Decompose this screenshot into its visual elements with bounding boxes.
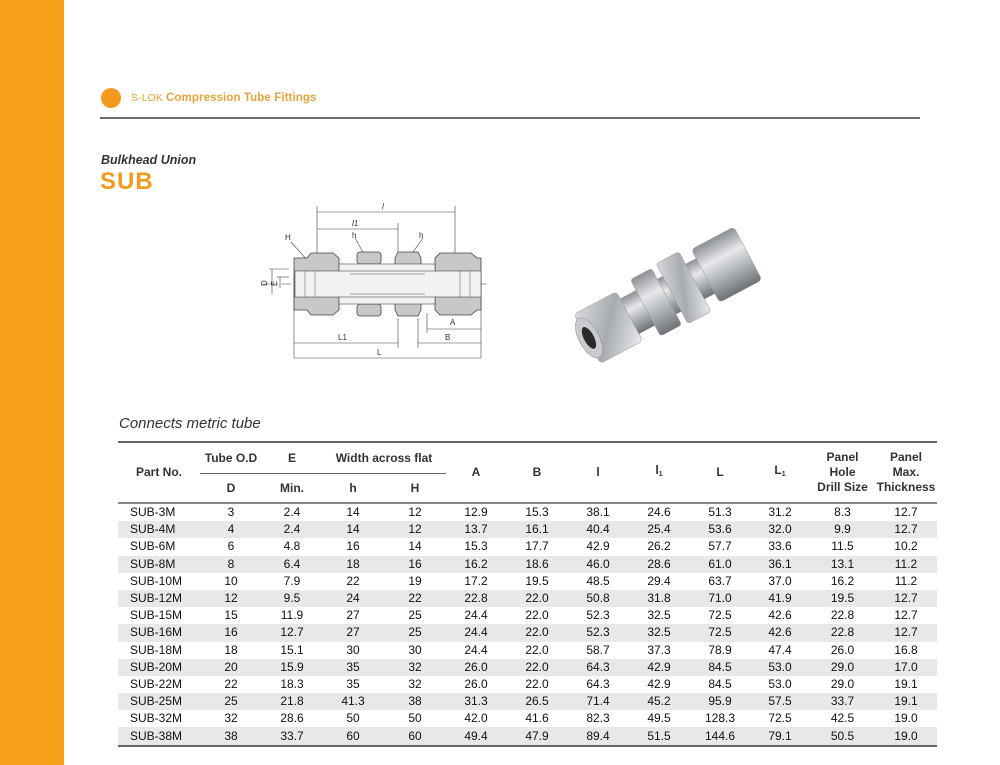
cell-panel-max: 17.0	[894, 659, 918, 674]
cell-L: 95.9	[708, 694, 732, 709]
cell-part-no: SUB-10M	[130, 573, 183, 588]
cell-a: 26.0	[464, 659, 488, 674]
header-h-small: h	[349, 480, 357, 495]
cell-tube-od: 4	[227, 522, 235, 537]
cell-tube-od: 38	[224, 728, 238, 743]
cell-e-min: 9.5	[283, 591, 301, 606]
cell-tube-od: 10	[224, 573, 238, 588]
cell-panel-hole: 19.5	[830, 591, 855, 606]
cell-b: 41.6	[525, 711, 549, 726]
cell-l1: 31.8	[647, 591, 671, 606]
cell-l: 50.8	[586, 591, 610, 606]
cell-L: 72.5	[708, 625, 732, 640]
dim-label-B: B	[445, 333, 451, 342]
dim-label-l: l	[382, 202, 384, 211]
dim-label-A: A	[450, 318, 456, 327]
table-row	[118, 659, 937, 676]
cell-part-no: SUB-20M	[130, 659, 183, 674]
cell-L1: 42.6	[768, 625, 792, 640]
cell-part-no: SUB-12M	[130, 591, 183, 606]
cell-l1: 32.5	[647, 625, 671, 640]
cell-e-min: 7.9	[283, 573, 301, 588]
cell-L1: 42.6	[768, 608, 792, 623]
header-L1-sub: 1	[781, 471, 786, 478]
table-row	[118, 573, 937, 590]
header-b: B	[532, 465, 542, 479]
cell-l: 38.1	[586, 505, 610, 520]
cell-L: 84.5	[708, 659, 732, 674]
cell-panel-hole: 22.8	[830, 625, 855, 640]
cell-h-large: 12	[408, 522, 422, 537]
cell-h-small: 18	[346, 556, 360, 571]
cell-h-small: 35	[346, 659, 360, 674]
cell-l: 40.4	[586, 522, 610, 537]
cell-part-no: SUB-16M	[130, 625, 183, 640]
technical-drawing	[255, 198, 490, 366]
cell-panel-max: 12.7	[894, 625, 918, 640]
cell-l: 42.9	[586, 539, 610, 554]
cell-l1: 45.2	[647, 694, 671, 709]
cell-a: 24.4	[464, 625, 488, 640]
cell-part-no: SUB-4M	[130, 522, 176, 537]
cell-L: 51.3	[708, 505, 732, 520]
header-L1	[750, 442, 810, 503]
cell-L1: 36.1	[768, 556, 792, 571]
spec-table	[118, 441, 937, 747]
cell-panel-max: 12.7	[894, 608, 918, 623]
cell-h-small: 24	[346, 591, 360, 606]
cell-h-large: 16	[408, 556, 422, 571]
header-l: l	[596, 465, 600, 479]
table-row	[118, 624, 937, 641]
cell-l: 89.4	[586, 728, 610, 743]
dim-label-L1: L1	[338, 333, 347, 342]
header-panel-max-line3: Thickness	[876, 480, 936, 494]
cell-l: 82.3	[586, 711, 610, 726]
cell-e-min: 11.9	[280, 608, 304, 623]
cell-panel-max: 12.7	[894, 505, 918, 520]
cell-a: 17.2	[464, 573, 488, 588]
cell-panel-max: 19.1	[894, 676, 918, 691]
cell-panel-hole: 29.0	[830, 659, 855, 674]
cell-part-no: SUB-38M	[130, 728, 183, 743]
cell-L: 84.5	[708, 676, 732, 691]
header-part-no: Part No.	[135, 465, 182, 479]
brand-prefix: S-LOK	[131, 92, 164, 104]
cell-panel-max: 12.7	[894, 591, 918, 606]
cell-panel-max: 19.1	[894, 694, 918, 709]
cell-h-small: 41.3	[341, 694, 365, 709]
cell-L1: 79.1	[768, 728, 792, 743]
cell-b: 22.0	[525, 642, 549, 657]
dim-label-h-left: h	[352, 231, 357, 240]
cell-tube-od: 25	[224, 694, 238, 709]
cell-h-small: 50	[346, 711, 360, 726]
table-row	[118, 538, 937, 555]
cell-part-no: SUB-22M	[130, 676, 183, 691]
cell-e-min: 2.4	[283, 522, 301, 537]
cell-e-min: 12.7	[280, 625, 304, 640]
cell-e-min: 15.9	[280, 659, 304, 674]
cell-l1: 25.4	[647, 522, 671, 537]
spec-table-body	[118, 503, 937, 746]
cell-part-no: SUB-25M	[130, 694, 183, 709]
table-row	[118, 727, 937, 745]
header-panel-hole-line2: Hole	[829, 465, 856, 479]
cell-l1: 51.5	[647, 728, 671, 743]
cell-L1: 53.0	[768, 676, 792, 691]
cell-a: 49.4	[464, 728, 488, 743]
cell-l: 52.3	[586, 608, 610, 623]
cell-l1: 42.9	[647, 676, 671, 691]
header-a: A	[471, 465, 481, 479]
cell-L1: 57.5	[768, 694, 792, 709]
cell-L1: 41.9	[768, 591, 792, 606]
cell-a: 13.7	[464, 522, 488, 537]
table-row	[118, 693, 937, 710]
cell-b: 22.0	[525, 591, 549, 606]
cell-b: 15.3	[525, 505, 549, 520]
cell-e-min: 6.4	[283, 556, 301, 571]
cell-a: 12.9	[464, 505, 488, 520]
cell-b: 26.5	[525, 694, 549, 709]
cell-panel-max: 19.0	[894, 711, 918, 726]
header-panel-hole	[810, 442, 875, 503]
cell-l: 48.5	[586, 573, 610, 588]
cell-L1: 37.0	[768, 573, 792, 588]
cell-h-small: 16	[346, 539, 360, 554]
cell-L: 57.7	[708, 539, 732, 554]
cell-h-small: 60	[346, 728, 360, 743]
cell-h-large: 32	[408, 676, 422, 691]
cell-h-large: 38	[408, 694, 422, 709]
cell-a: 42.0	[464, 711, 488, 726]
table-row	[118, 503, 937, 521]
cell-L: 71.0	[708, 591, 732, 606]
cell-panel-hole: 29.0	[830, 676, 855, 691]
dim-label-L: L	[377, 348, 382, 357]
cell-panel-hole: 13.1	[830, 556, 855, 571]
cell-part-no: SUB-15M	[130, 608, 183, 623]
cell-b: 22.0	[525, 659, 549, 674]
header-l1-sub: 1	[658, 471, 663, 478]
cell-L: 53.6	[708, 522, 732, 537]
header-min: Min.	[280, 480, 304, 495]
table-caption: Connects metric tube	[119, 415, 261, 432]
cell-panel-hole: 11.5	[831, 539, 854, 554]
cell-a: 31.3	[464, 694, 488, 709]
cell-h-large: 60	[408, 728, 422, 743]
cell-panel-hole: 50.5	[830, 728, 855, 743]
header-e: E	[262, 442, 322, 474]
cell-tube-od: 32	[224, 711, 238, 726]
cell-L1: 47.4	[768, 642, 792, 657]
cell-e-min: 4.8	[283, 539, 301, 554]
dim-label-D: D	[260, 280, 269, 286]
cell-h-large: 19	[408, 573, 422, 588]
header-h-large: H	[410, 480, 420, 495]
cell-panel-hole: 26.0	[830, 642, 855, 657]
cell-tube-od: 15	[224, 608, 238, 623]
cell-panel-max: 11.2	[894, 556, 918, 571]
cell-part-no: SUB-18M	[130, 642, 183, 657]
cell-tube-od: 18	[224, 642, 238, 657]
cell-a: 22.8	[464, 591, 488, 606]
cell-l1: 49.5	[647, 711, 671, 726]
table-row	[118, 521, 937, 538]
cell-b: 22.0	[525, 625, 549, 640]
cell-e-min: 33.7	[280, 728, 304, 743]
cell-h-small: 30	[346, 642, 360, 657]
dim-label-H: H	[285, 233, 291, 242]
cell-L: 61.0	[708, 556, 732, 571]
header-tube-od: Tube O.D	[200, 442, 262, 474]
cell-l1: 24.6	[647, 505, 671, 520]
cell-e-min: 21.8	[280, 694, 304, 709]
cell-part-no: SUB-6M	[130, 539, 176, 554]
cell-h-large: 25	[408, 625, 422, 640]
cell-h-small: 27	[346, 608, 360, 623]
cell-a: 26.0	[464, 676, 488, 691]
product-subtitle: Bulkhead Union	[101, 153, 197, 167]
cell-L1: 53.0	[768, 659, 792, 674]
cell-b: 16.1	[525, 522, 549, 537]
brand-dot-icon	[101, 88, 121, 108]
cell-panel-max: 19.0	[894, 728, 918, 743]
dim-label-E: E	[270, 280, 279, 286]
cell-tube-od: 20	[224, 659, 238, 674]
cell-h-large: 32	[408, 659, 422, 674]
cell-h-small: 22	[346, 573, 360, 588]
table-row	[118, 642, 937, 659]
brand-title	[131, 92, 317, 104]
cell-panel-hole: 16.2	[830, 573, 855, 588]
cell-b: 22.0	[525, 608, 549, 623]
cell-L1: 72.5	[768, 711, 792, 726]
cell-panel-hole: 42.5	[830, 711, 855, 726]
cell-L: 63.7	[708, 573, 732, 588]
cell-h-small: 35	[346, 676, 360, 691]
cell-a: 15.3	[464, 539, 488, 554]
cell-h-large: 22	[408, 591, 422, 606]
cell-panel-hole: 9.9	[834, 522, 851, 537]
cell-h-large: 12	[408, 505, 422, 520]
cell-a: 16.2	[464, 556, 488, 571]
cell-panel-max: 11.2	[894, 573, 918, 588]
cell-tube-od: 3	[227, 505, 235, 520]
header-L: L	[716, 465, 724, 479]
cell-part-no: SUB-32M	[130, 711, 183, 726]
brand-header	[101, 88, 317, 108]
dim-label-h-right: h	[419, 231, 424, 240]
cell-panel-hole: 8.3	[834, 505, 851, 520]
cell-h-large: 50	[408, 711, 422, 726]
cell-b: 19.5	[525, 573, 549, 588]
product-code: SUB	[100, 168, 154, 195]
cell-h-small: 27	[346, 625, 360, 640]
brand-name: Compression Tube Fittings	[166, 92, 317, 104]
product-photo	[565, 222, 780, 370]
table-row	[118, 710, 937, 727]
table-row	[118, 590, 937, 607]
cell-panel-max: 16.8	[894, 642, 918, 657]
cell-tube-od: 16	[224, 625, 238, 640]
cell-l: 64.3	[586, 676, 610, 691]
cell-panel-max: 12.7	[894, 522, 918, 537]
cell-h-large: 14	[408, 539, 422, 554]
header-panel-max-line2: Max.	[892, 465, 920, 479]
cell-panel-max: 10.2	[894, 539, 918, 554]
cell-l: 46.0	[586, 556, 610, 571]
cell-a: 24.4	[464, 608, 488, 623]
header-d: D	[226, 480, 236, 495]
cell-l: 71.4	[586, 694, 610, 709]
cell-part-no: SUB-8M	[130, 556, 176, 571]
cell-h-small: 14	[346, 505, 360, 520]
cell-l1: 37.3	[647, 642, 671, 657]
cell-l1: 32.5	[647, 608, 671, 623]
cell-part-no: SUB-3M	[130, 505, 176, 520]
cell-L: 128.3	[704, 711, 736, 726]
cell-panel-hole: 22.8	[830, 608, 855, 623]
table-row	[118, 607, 937, 624]
cell-L: 78.9	[708, 642, 732, 657]
cell-h-large: 25	[408, 608, 422, 623]
cell-tube-od: 12	[224, 591, 238, 606]
header-panel-max	[875, 442, 937, 503]
side-accent-strip	[0, 0, 64, 765]
cell-l: 58.7	[586, 642, 610, 657]
cell-b: 22.0	[525, 676, 549, 691]
cell-L1: 32.0	[768, 522, 792, 537]
header-divider	[100, 117, 920, 119]
cell-l1: 29.4	[647, 573, 671, 588]
table-row	[118, 676, 937, 693]
cell-panel-hole: 33.7	[830, 694, 855, 709]
dim-label-l1: l1	[352, 219, 359, 228]
cell-l1: 26.2	[647, 539, 671, 554]
cell-tube-od: 6	[227, 539, 235, 554]
header-l1	[628, 442, 690, 503]
header-width-across-flat: Width across flat	[322, 442, 446, 474]
cell-h-small: 14	[346, 522, 360, 537]
cell-b: 47.9	[525, 728, 549, 743]
cell-l: 52.3	[586, 625, 610, 640]
cell-l: 64.3	[586, 659, 610, 674]
cell-h-large: 30	[408, 642, 422, 657]
cell-L: 72.5	[708, 608, 732, 623]
cell-e-min: 2.4	[283, 505, 301, 520]
cell-tube-od: 22	[224, 676, 238, 691]
header-panel-hole-line1: Panel	[826, 450, 859, 464]
header-panel-max-line1: Panel	[889, 450, 922, 464]
cell-e-min: 15.1	[280, 642, 304, 657]
header-l1-base: l	[655, 463, 659, 477]
cell-b: 18.6	[525, 556, 549, 571]
cell-L1: 31.2	[768, 505, 792, 520]
cell-e-min: 28.6	[280, 711, 304, 726]
cell-tube-od: 8	[227, 556, 235, 571]
cell-L1: 33.6	[768, 539, 792, 554]
cell-l1: 42.9	[647, 659, 671, 674]
cell-l1: 28.6	[647, 556, 671, 571]
header-L1-base: L	[774, 463, 782, 477]
cell-b: 17.7	[525, 539, 549, 554]
cell-a: 24.4	[464, 642, 488, 657]
header-panel-hole-line3: Drill Size	[817, 480, 868, 494]
table-row	[118, 556, 937, 573]
cell-e-min: 18.3	[280, 676, 304, 691]
cell-L: 144.6	[704, 728, 736, 743]
